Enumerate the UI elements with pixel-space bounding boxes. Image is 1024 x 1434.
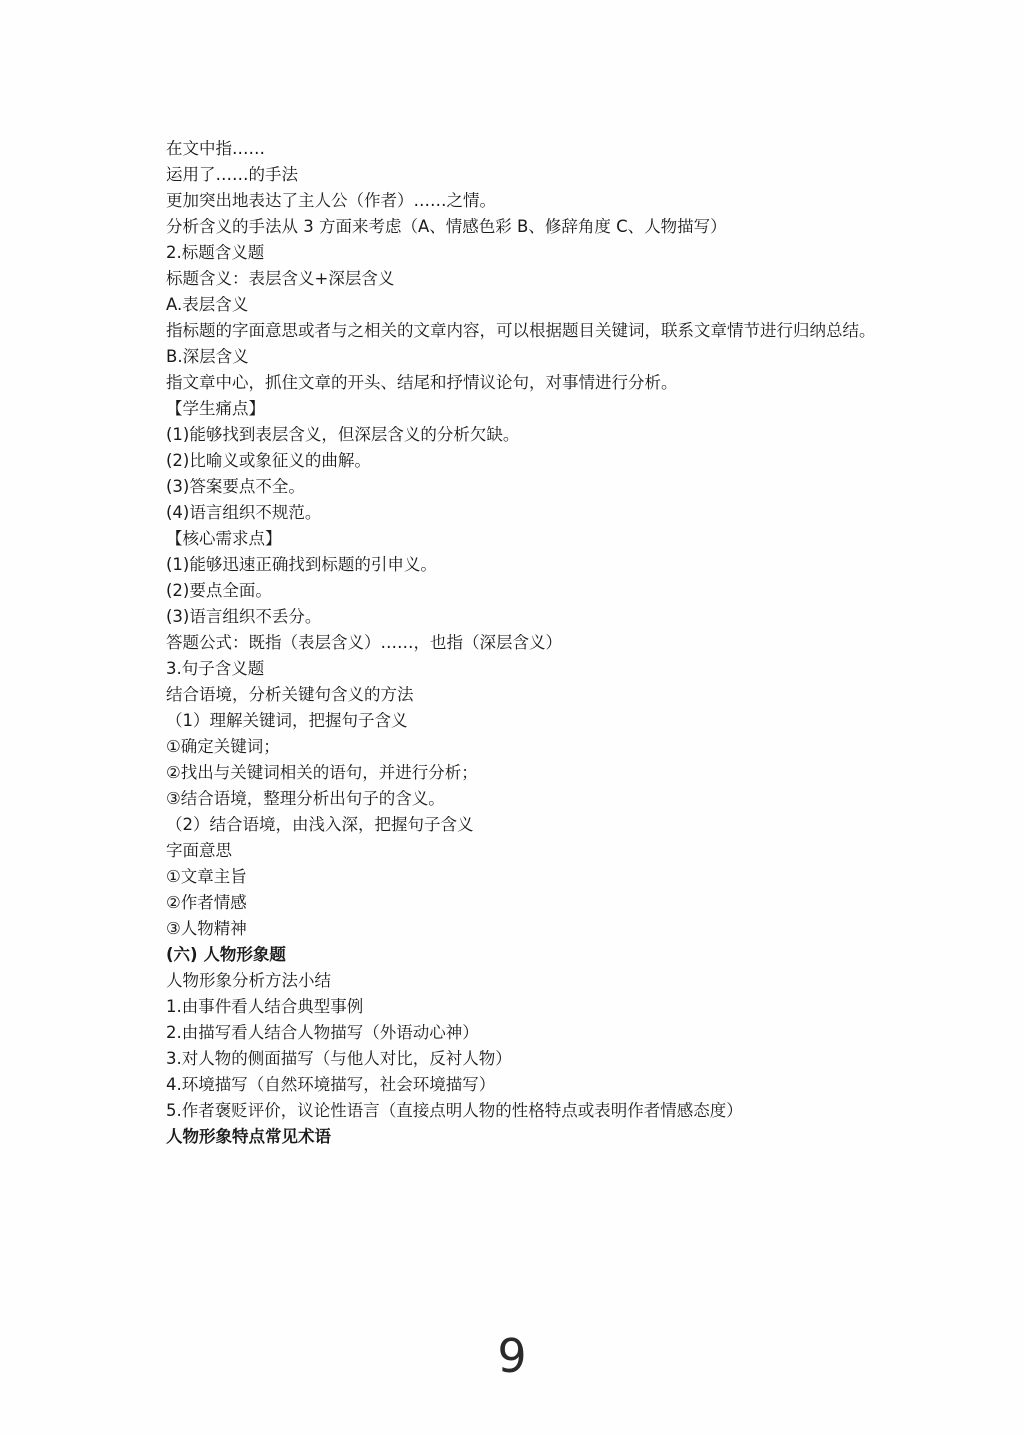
text-line: A.表层含义 [166,295,249,314]
text-line: (4)语言组织不规范。 [166,503,322,522]
text-line: 在文中指…… [166,139,265,158]
text-line: 标题含义：表层含义+深层含义 [166,269,395,288]
text-line: 指文章中心，抓住文章的开头、结尾和抒情议论句，对事情进行分析。 [166,373,678,392]
text-line: 更加突出地表达了主人公（作者）……之情。 [166,191,496,210]
section-heading: (六) 人物形象题 [166,945,286,964]
text-line: ②找出与关键词相关的语句，并进行分析； [166,763,478,782]
text-line: 2.标题含义题 [166,243,265,262]
text-line: ①确定关键词； [166,737,280,756]
text-line: 4.环境描写（自然环境描写，社会环境描写） [166,1075,496,1094]
text-line: 2.由描写看人结合人物描写（外语动心神） [166,1023,479,1042]
text-line: 3.对人物的侧面描写（与他人对比，反衬人物） [166,1049,512,1068]
text-line: (1)能够迅速正确找到标题的引申义。 [166,555,437,574]
text-line: ②作者情感 [166,893,247,912]
text-line: ③结合语境，整理分析出句子的含义。 [166,789,445,808]
text-line: 答题公式：既指（表层含义）……，也指（深层含义） [166,633,562,652]
section-heading: 人物形象特点常见术语 [166,1127,331,1146]
text-line: 人物形象分析方法小结 [166,971,331,990]
text-line: （1）理解关键词，把握句子含义 [166,711,408,730]
text-line: 【学生痛点】 [166,399,265,418]
text-line: 运用了……的手法 [166,165,298,184]
text-line: ③人物精神 [166,919,247,938]
text-line: 3.句子含义题 [166,659,265,678]
text-line: 【核心需求点】 [166,529,282,548]
text-line: (3)答案要点不全。 [166,477,305,496]
text-line: 指标题的字面意思或者与之相关的文章内容，可以根据题目关键词，联系文章情节进行归纳总结。 [166,321,876,340]
page-number: 9 [497,1329,527,1383]
text-line: 1.由事件看人结合典型事例 [166,997,364,1016]
text-line: ①文章主旨 [166,867,247,886]
text-line: (2)比喻义或象征义的曲解。 [166,451,371,470]
text-line: (2)要点全面。 [166,581,272,600]
text-line: （2）结合语境，由浅入深，把握句子含义 [166,815,474,834]
document-body [166,136,876,1150]
text-line: (1)能够找到表层含义，但深层含义的分析欠缺。 [166,425,520,444]
text-line: 字面意思 [166,841,232,860]
text-line: 分析含义的手法从 3 方面来考虑（A、情感色彩 B、修辞角度 C、人物描写） [166,217,727,236]
text-line: (3)语言组织不丢分。 [166,607,322,626]
text-line: 结合语境，分析关键句含义的方法 [166,685,414,704]
text-line: B.深层含义 [166,347,249,366]
text-line: 5.作者褒贬评价，议论性语言（直接点明人物的性格特点或表明作者情感态度） [166,1101,743,1120]
